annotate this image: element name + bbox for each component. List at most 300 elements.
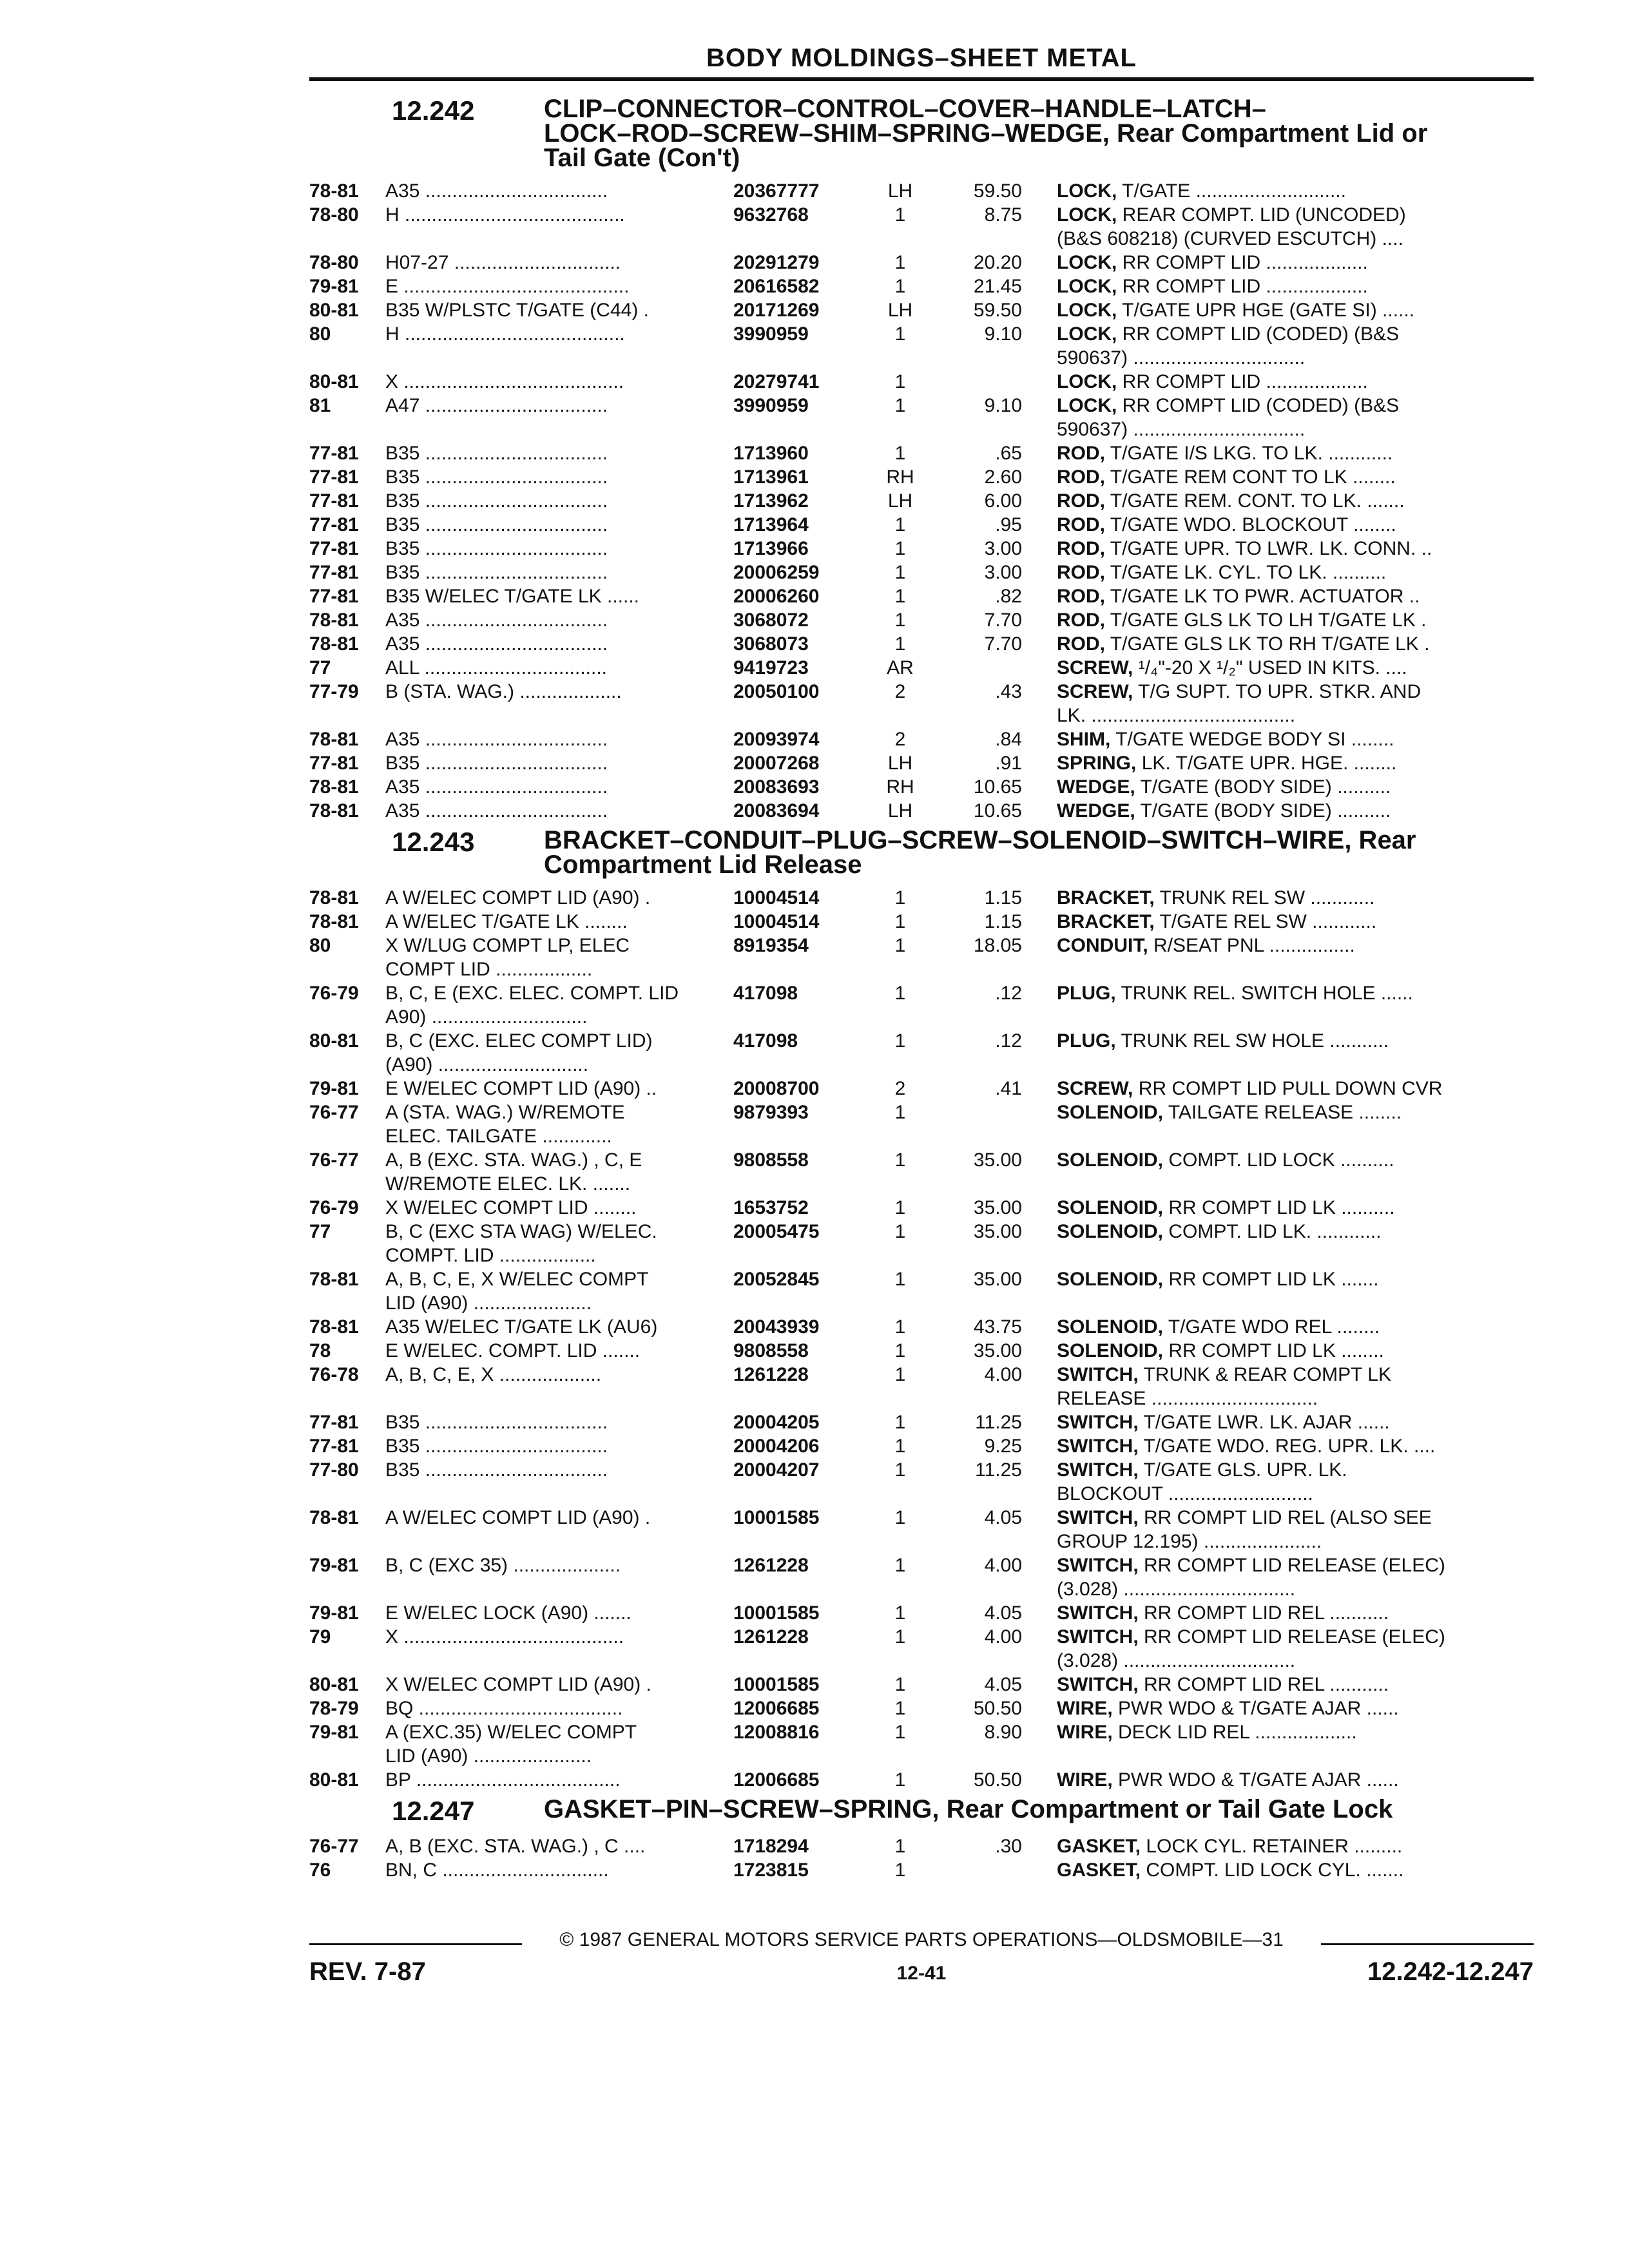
part-number: 1261228 (733, 1626, 809, 1648)
part-description (1045, 656, 1534, 680)
part-row (309, 1434, 1534, 1458)
parts-catalog (309, 97, 1534, 1887)
model-years: 79-81 (309, 276, 359, 297)
part-row (309, 981, 1534, 1029)
quantity: RH (886, 466, 914, 488)
model-application: BN, C ............................... (385, 1860, 609, 1881)
part-name: SOLENOID, (1057, 1149, 1164, 1171)
part-row (309, 1553, 1534, 1601)
part-number: 20004206 (733, 1436, 820, 1457)
price: 7.70 (984, 610, 1022, 631)
part-number: 20007268 (733, 753, 820, 774)
quantity: 1 (894, 1698, 906, 1719)
part-row (309, 1834, 1534, 1858)
price: .82 (995, 586, 1022, 607)
part-name: LOCK, (1057, 276, 1117, 297)
model-years: 79-81 (309, 1555, 359, 1576)
page-header (309, 40, 1534, 81)
quantity: 1 (894, 911, 906, 932)
part-detail: R/SEAT PNL ................ (1153, 935, 1355, 956)
model-years: 77-81 (309, 1412, 359, 1433)
part-row (309, 489, 1534, 513)
price: 2.60 (984, 466, 1022, 488)
quantity: 1 (894, 562, 906, 583)
model-application: B35 .................................. (385, 466, 608, 488)
part-description (1045, 1339, 1534, 1363)
quantity: 2 (894, 1078, 906, 1099)
price: 35.00 (973, 1197, 1022, 1218)
part-name: CONDUIT, (1057, 935, 1148, 956)
part-name: ROD, (1057, 490, 1105, 512)
part-detail: COMPT. LID LK. ............ (1168, 1221, 1382, 1242)
section-heading (392, 1797, 1534, 1825)
model-years: 80-81 (309, 300, 359, 321)
part-description (1045, 751, 1534, 775)
quantity: 1 (894, 1340, 906, 1361)
price: 43.75 (973, 1316, 1022, 1338)
price: 3.00 (984, 538, 1022, 559)
section-number: 12.242 (392, 95, 475, 126)
quantity: 1 (894, 443, 906, 464)
price: 4.05 (984, 1507, 1022, 1528)
part-description (1045, 179, 1534, 203)
model-application: B35 .................................. (385, 562, 608, 583)
part-number: 1713964 (733, 514, 809, 535)
part-row (309, 465, 1534, 489)
model-application: B35 .................................. (385, 443, 608, 464)
model-years: 80 (309, 323, 331, 345)
part-number: 20006260 (733, 586, 820, 607)
part-name: SOLENOID, (1057, 1316, 1164, 1338)
part-detail: T/GATE UPR HGE (GATE SI) ...... (1122, 300, 1415, 321)
part-number: 20050100 (733, 681, 820, 702)
part-row (309, 1673, 1534, 1696)
quantity: LH (887, 300, 913, 321)
part-number: 9808558 (733, 1340, 809, 1361)
part-name: LOCK, (1057, 323, 1117, 345)
quantity: 1 (894, 1674, 906, 1695)
part-detail: RR COMPT LID RELEASE (ELEC) (3.028) ................................ (1057, 1555, 1445, 1600)
price: 35.00 (973, 1269, 1022, 1290)
part-description (1045, 632, 1534, 656)
part-detail: T/GATE GLS LK TO RH T/GATE LK . (1110, 633, 1430, 655)
model-application: X W/ELEC COMPT LID ........ (385, 1197, 637, 1218)
part-row (309, 1720, 1534, 1768)
price: 4.00 (984, 1626, 1022, 1648)
part-name: SOLENOID, (1057, 1221, 1164, 1242)
quantity: 1 (894, 1221, 906, 1242)
part-description (1045, 1858, 1534, 1882)
part-number: 20004207 (733, 1459, 820, 1481)
model-application: A, B (EXC. STA. WAG.) , C .... (385, 1836, 646, 1857)
model-application: A, B (EXC. STA. WAG.) , C, E W/REMOTE ELEC. LK. ....... (385, 1149, 642, 1195)
part-row (309, 886, 1534, 910)
part-number: 12006685 (733, 1769, 820, 1791)
model-application: E W/ELEC. COMPT. LID ....... (385, 1340, 641, 1361)
part-description (1045, 1220, 1534, 1267)
model-years: 79-81 (309, 1602, 359, 1624)
model-years: 81 (309, 395, 331, 416)
part-name: BRACKET, (1057, 887, 1155, 908)
part-number: 12006685 (733, 1698, 820, 1719)
model-application: X W/LUG COMPT LP, ELEC COMPT LID .................. (385, 935, 630, 980)
model-years: 79 (309, 1626, 331, 1648)
model-years: 80-81 (309, 371, 359, 392)
quantity: LH (887, 800, 913, 822)
part-description (1045, 1029, 1534, 1077)
part-row (309, 1768, 1534, 1792)
part-row (309, 370, 1534, 394)
part-description (1045, 465, 1534, 489)
model-application: E W/ELEC LOCK (A90) ....... (385, 1602, 631, 1624)
model-years: 78-81 (309, 180, 359, 202)
part-name: SOLENOID, (1057, 1269, 1164, 1290)
part-row (309, 1267, 1534, 1315)
quantity: 1 (894, 1626, 906, 1648)
part-row (309, 1339, 1534, 1363)
part-description (1045, 934, 1534, 981)
price: 35.00 (973, 1149, 1022, 1171)
section-title: BRACKET–CONDUIT–PLUG–SCREW–SOLENOID–SWITCH–WIRE, Rear Compartment Lid Release (544, 826, 1416, 879)
part-number: 20083693 (733, 776, 820, 798)
section-heading (392, 828, 1534, 877)
part-name: GASKET, (1057, 1860, 1141, 1881)
model-years: 78-81 (309, 887, 359, 908)
model-application: A35 W/ELEC T/GATE LK (AU6) (385, 1316, 658, 1338)
price: 50.50 (973, 1769, 1022, 1791)
quantity: 1 (894, 1269, 906, 1290)
part-number: 20004205 (733, 1412, 820, 1433)
part-detail: T/GATE LK. CYL. TO LK. .......... (1110, 562, 1387, 583)
part-name: SWITCH, (1057, 1555, 1139, 1576)
part-number: 9632768 (733, 204, 809, 226)
part-description (1045, 1625, 1534, 1673)
part-row (309, 775, 1534, 799)
part-description (1045, 322, 1534, 370)
price: 1.15 (984, 887, 1022, 908)
price: .95 (995, 514, 1022, 535)
model-years: 80 (309, 935, 331, 956)
part-name: SWITCH, (1057, 1674, 1139, 1695)
part-description (1045, 441, 1534, 465)
part-detail: RR COMPT LID REL ........... (1144, 1602, 1389, 1624)
part-number: 20616582 (733, 276, 820, 297)
part-name: SWITCH, (1057, 1364, 1139, 1385)
part-detail: TRUNK & REAR COMPT LK RELEASE ............................... (1057, 1364, 1391, 1409)
part-number: 20006259 (733, 562, 820, 583)
part-detail: RR COMPT LID ................... (1122, 252, 1368, 273)
part-description (1045, 1410, 1534, 1434)
part-detail: DECK LID REL ................... (1118, 1722, 1357, 1743)
model-years: 78-81 (309, 800, 359, 822)
model-application: B (STA. WAG.) ................... (385, 681, 622, 702)
model-application: A35 .................................. (385, 800, 608, 822)
part-detail: T/GATE WDO. REG. UPR. LK. .... (1143, 1436, 1436, 1457)
part-description (1045, 274, 1534, 298)
price: 3.00 (984, 562, 1022, 583)
part-row (309, 1100, 1534, 1148)
part-detail: PWR WDO & T/GATE AJAR ...... (1118, 1769, 1399, 1791)
part-number: 20093974 (733, 729, 820, 750)
part-description (1045, 584, 1534, 608)
model-application: B35 .................................. (385, 1436, 608, 1457)
part-row (309, 1220, 1534, 1267)
part-name: SPRING, (1057, 753, 1137, 774)
part-name: ROD, (1057, 562, 1105, 583)
model-years: 76-77 (309, 1149, 359, 1171)
part-row (309, 274, 1534, 298)
part-description (1045, 1696, 1534, 1720)
part-name: SWITCH, (1057, 1412, 1139, 1433)
model-application: A W/ELEC COMPT LID (A90) . (385, 1507, 651, 1528)
quantity: 1 (894, 1602, 906, 1624)
price (923, 1858, 1045, 1882)
part-number: 10004514 (733, 887, 820, 908)
part-description (1045, 608, 1534, 632)
model-application: B35 W/PLSTC T/GATE (C44) . (385, 300, 649, 321)
part-detail: RR COMPT LID LK ........ (1168, 1340, 1384, 1361)
part-description (1045, 1601, 1534, 1625)
price: 9.10 (984, 395, 1022, 416)
part-row (309, 632, 1534, 656)
quantity: 1 (894, 1197, 906, 1218)
quantity: 2 (894, 729, 906, 750)
part-description (1045, 1768, 1534, 1792)
quantity: 1 (894, 538, 906, 559)
part-name: SCREW, (1057, 657, 1133, 678)
part-name: ROD, (1057, 538, 1105, 559)
part-row (309, 1363, 1534, 1410)
part-description (1045, 1553, 1534, 1601)
part-row (309, 910, 1534, 934)
part-name: SWITCH, (1057, 1436, 1139, 1457)
model-years: 80-81 (309, 1769, 359, 1791)
part-description (1045, 1077, 1534, 1100)
model-years: 78-81 (309, 1507, 359, 1528)
part-row (309, 179, 1534, 203)
section-title: CLIP–CONNECTOR–CONTROL–COVER–HANDLE–LATCH– LOCK–ROD–SCREW–SHIM–SPRING–WEDGE, Rear Compartment Lid or Tail Gate (Con't) (544, 95, 1428, 172)
part-number: 417098 (733, 1030, 798, 1052)
part-number: 10001585 (733, 1507, 820, 1528)
model-years: 77-81 (309, 514, 359, 535)
model-application: E W/ELEC COMPT LID (A90) .. (385, 1078, 657, 1099)
quantity: 1 (894, 1555, 906, 1576)
price: 4.05 (984, 1674, 1022, 1695)
model-years: 78-81 (309, 729, 359, 750)
part-detail: LK. T/GATE UPR. HGE. ........ (1141, 753, 1397, 774)
part-name: SCREW, (1057, 1078, 1133, 1099)
model-years: 78-81 (309, 776, 359, 798)
part-detail: T/G SUPT. TO UPR. STKR. AND LK. ...................................... (1057, 681, 1422, 726)
part-row (309, 394, 1534, 441)
quantity: 1 (894, 323, 906, 345)
model-application: B35 .................................. (385, 490, 608, 512)
model-application: B35 .................................. (385, 514, 608, 535)
part-description (1045, 1720, 1534, 1768)
quantity: 1 (894, 610, 906, 631)
quantity: 1 (894, 204, 906, 226)
part-detail: RR COMPT LID (CODED) (B&S 590637) ................................ (1057, 323, 1400, 369)
part-description (1045, 727, 1534, 751)
part-detail: T/GATE GLS LK TO LH T/GATE LK . (1110, 610, 1427, 631)
quantity: 1 (894, 1459, 906, 1481)
model-application: A35 .................................. (385, 610, 608, 631)
quantity: 1 (894, 1436, 906, 1457)
part-row (309, 1077, 1534, 1100)
model-years: 78-80 (309, 204, 359, 226)
part-description (1045, 513, 1534, 537)
quantity: 1 (894, 983, 906, 1004)
part-name: SOLENOID, (1057, 1197, 1164, 1218)
quantity: RH (886, 776, 914, 798)
price (923, 1100, 1045, 1148)
price: 18.05 (973, 935, 1022, 956)
quantity: 1 (894, 1507, 906, 1528)
part-number: 8919354 (733, 935, 809, 956)
part-detail: PWR WDO & T/GATE AJAR ...... (1118, 1698, 1399, 1719)
price: .30 (995, 1836, 1022, 1857)
price: 1.15 (984, 911, 1022, 932)
part-detail: REAR COMPT. LID (UNCODED) (B&S 608218) (CURVED ESCUTCH) .... (1057, 204, 1406, 249)
model-application: BP ...................................... (385, 1769, 621, 1791)
part-name: WIRE, (1057, 1769, 1113, 1791)
model-years: 76-78 (309, 1364, 359, 1385)
part-detail: RR COMPT LID REL (ALSO SEE GROUP 12.195) ...................... (1057, 1507, 1432, 1552)
model-years: 78-81 (309, 1269, 359, 1290)
part-name: LOCK, (1057, 252, 1117, 273)
page-number: 12-41 (896, 1963, 947, 1984)
quantity: AR (887, 657, 914, 678)
part-description (1045, 298, 1534, 322)
part-number: 10004514 (733, 911, 820, 932)
model-application: A W/ELEC T/GATE LK ........ (385, 911, 628, 932)
revision-label: REV. 7-87 (309, 1957, 426, 1986)
price (923, 370, 1045, 394)
part-row (309, 727, 1534, 751)
price: .41 (995, 1078, 1022, 1099)
quantity: LH (887, 490, 913, 512)
model-years: 78-79 (309, 1698, 359, 1719)
model-application: B, C, E (EXC. ELEC. COMPT. LID A90) ............................. (385, 983, 679, 1028)
part-number: 20008700 (733, 1078, 820, 1099)
model-years: 77 (309, 1221, 331, 1242)
model-years: 77 (309, 657, 331, 678)
model-years: 76 (309, 1860, 331, 1881)
quantity: 1 (894, 1836, 906, 1857)
part-name: ROD, (1057, 610, 1105, 631)
section-1 (309, 828, 1534, 1792)
model-application: H07-27 ............................... (385, 252, 621, 273)
price: 11.25 (975, 1412, 1022, 1433)
part-row (309, 1625, 1534, 1673)
part-description (1045, 1267, 1534, 1315)
part-detail: T/GATE WEDGE BODY SI ........ (1115, 729, 1394, 750)
part-number: 20291279 (733, 252, 820, 273)
part-detail: ¹/₄"-20 X ¹/₂" USED IN KITS. .... (1138, 657, 1407, 678)
model-application: A (EXC.35) W/ELEC COMPT LID (A90) ...................... (385, 1722, 637, 1767)
part-number: 1261228 (733, 1555, 809, 1576)
part-row (309, 751, 1534, 775)
price: 50.50 (973, 1698, 1022, 1719)
part-detail: TRUNK REL SW HOLE ........... (1121, 1030, 1389, 1052)
part-detail: COMPT. LID LOCK CYL. ....... (1146, 1860, 1404, 1881)
quantity: 1 (894, 252, 906, 273)
part-name: ROD, (1057, 466, 1105, 488)
model-years: 77-81 (309, 562, 359, 583)
part-detail: RR COMPT LID LK ....... (1168, 1269, 1379, 1290)
quantity: 1 (894, 586, 906, 607)
part-detail: T/GATE UPR. TO LWR. LK. CONN. .. (1110, 538, 1432, 559)
part-row (309, 680, 1534, 727)
part-number: 1261228 (733, 1364, 809, 1385)
part-number: 1713962 (733, 490, 809, 512)
model-application: X W/ELEC COMPT LID (A90) . (385, 1674, 651, 1695)
model-years: 77-81 (309, 538, 359, 559)
part-detail: RR COMPT LID REL ........... (1144, 1674, 1389, 1695)
part-detail: T/GATE REM CONT TO LK ........ (1110, 466, 1396, 488)
quantity: 1 (894, 1412, 906, 1433)
part-name: ROD, (1057, 586, 1105, 607)
part-name: SWITCH, (1057, 1602, 1139, 1624)
part-number: 3068073 (733, 633, 809, 655)
model-application: A47 .................................. (385, 395, 608, 416)
model-application: A, B, C, E, X ................... (385, 1364, 602, 1385)
part-row (309, 513, 1534, 537)
part-number: 20043939 (733, 1316, 820, 1338)
model-years: 78-81 (309, 610, 359, 631)
quantity: 1 (894, 1769, 906, 1791)
price: 35.00 (973, 1340, 1022, 1361)
part-name: WIRE, (1057, 1698, 1113, 1719)
model-application: ALL .................................. (385, 657, 607, 678)
price: 59.50 (973, 300, 1022, 321)
quantity: 1 (894, 1102, 906, 1123)
quantity: 1 (894, 887, 906, 908)
part-row (309, 799, 1534, 823)
price: 35.00 (973, 1221, 1022, 1242)
quantity: 1 (894, 1149, 906, 1171)
part-name: SOLENOID, (1057, 1340, 1164, 1361)
model-application: B35 .................................. (385, 538, 608, 559)
part-number: 20005475 (733, 1221, 820, 1242)
model-years: 80-81 (309, 1030, 359, 1052)
part-number: 1713961 (733, 466, 809, 488)
model-years: 79-81 (309, 1078, 359, 1099)
part-name: ROD, (1057, 443, 1105, 464)
part-detail: TAILGATE RELEASE ........ (1168, 1102, 1402, 1123)
price: .12 (995, 1030, 1022, 1052)
part-detail: COMPT. LID LOCK .......... (1168, 1149, 1394, 1171)
part-description (1045, 799, 1534, 823)
part-row (309, 1315, 1534, 1339)
model-application: A35 .................................. (385, 633, 608, 655)
part-row (309, 1410, 1534, 1434)
model-application: A (STA. WAG.) W/REMOTE ELEC. TAILGATE ............. (385, 1102, 625, 1147)
section-2 (309, 1797, 1534, 1882)
model-years: 80-81 (309, 1674, 359, 1695)
model-application: A35 .................................. (385, 776, 608, 798)
price: .91 (995, 753, 1022, 774)
part-number: 9808558 (733, 1149, 809, 1171)
part-row (309, 1196, 1534, 1220)
part-number: 3990959 (733, 395, 809, 416)
model-years: 77-81 (309, 1436, 359, 1457)
model-application: B35 .................................. (385, 1459, 608, 1481)
part-row (309, 1858, 1534, 1882)
part-row (309, 322, 1534, 370)
part-number: 20279741 (733, 371, 820, 392)
part-description (1045, 1458, 1534, 1506)
